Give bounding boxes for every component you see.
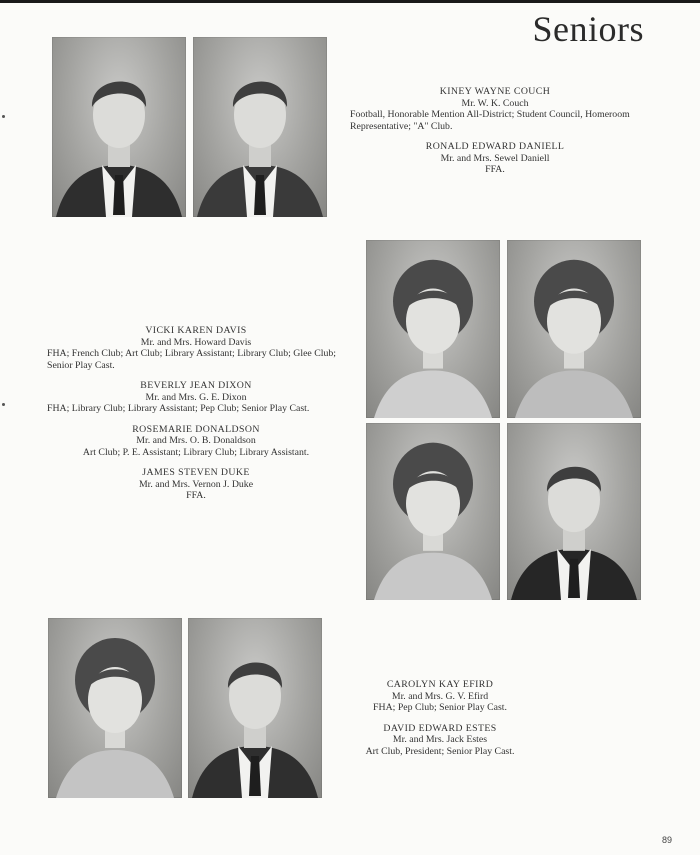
binding-mark [2,403,5,406]
senior-parents: Mr. and Mrs. Vernon J. Duke [138,478,254,490]
page-number: 89 [661,835,672,845]
senior-activities: FHA; French Club; Art Club; Library Assistant; Library Club; Glee Club; Senior Play Cast. [47,348,336,371]
senior-name: CAROLYN KAY EFIRD [386,679,494,690]
senior-activities: Art Club, President; Senior Play Cast. [365,745,515,757]
portrait-photo [366,423,500,600]
tie-shape [254,175,266,215]
senior-name: BEVERLY JEAN DIXON [140,380,252,391]
tie-shape [113,175,125,215]
senior-name: RONALD EDWARD DANIELL [425,141,565,152]
portrait-silhouette [52,37,186,217]
senior-parents: Mr. and Mrs. G. E. Dixon [145,391,247,403]
portrait-silhouette [366,423,500,600]
senior-name: KINEY WAYNE COUCH [439,86,551,97]
caption-group-1 [350,86,640,185]
page-top-edge [0,0,700,3]
portrait-silhouette [507,423,641,600]
senior-name: DAVID EDWARD ESTES [383,722,497,734]
senior-entry [47,424,345,459]
senior-entry [350,141,640,176]
portrait-photo [193,37,327,217]
senior-parents: Mr. and Mrs. Jack Estes [392,734,488,745]
portrait-silhouette [366,240,500,418]
senior-entry [47,325,345,371]
senior-parents: Mr. and Mrs. Sewel Daniell [440,152,550,164]
senior-parents: Mr. W. K. Couch [461,97,529,109]
portrait-silhouette [507,240,641,418]
portrait-photo [507,423,641,600]
dress-shape [374,371,492,418]
dress-shape [56,750,174,798]
dress-shape [374,553,492,600]
senior-entry [345,679,535,714]
senior-parents: Mr. and Mrs. O. B. Donaldson [136,435,256,446]
senior-name: JAMES STEVEN DUKE [142,467,250,478]
senior-parents: Mr. and Mrs. Howard Davis [140,336,252,348]
caption-group-3 [345,679,535,766]
senior-activities: FFA. [186,490,206,501]
tie-shape [568,559,580,598]
senior-entry [47,380,345,415]
senior-activities: Art Club; P. E. Assistant; Library Club; Library Assistant. [82,446,310,458]
senior-activities: FFA. [485,164,505,175]
senior-activities: Football, Honorable Mention All-District; Student Council, Homeroom Representative; "A" Club. [350,109,630,132]
senior-entry [47,467,345,502]
caption-group-2 [47,325,345,511]
portrait-photo [48,618,182,798]
portrait-silhouette [48,618,182,798]
portrait-photo [366,240,500,418]
portrait-silhouette [188,618,322,798]
senior-activities: FHA; Pep Club; Senior Play Cast. [373,702,507,713]
senior-activities: FHA; Library Club; Library Assistant; Pep Club; Senior Play Cast. [47,403,310,414]
portrait-silhouette [193,37,327,217]
tie-shape [249,756,261,796]
senior-name: ROSEMARIE DONALDSON [132,423,260,435]
senior-name: VICKI KAREN DAVIS [145,325,247,336]
senior-entry [345,723,535,758]
dress-shape [515,371,633,418]
portrait-photo [52,37,186,217]
page-heading: Seniors [532,9,644,49]
binding-mark [2,115,5,118]
portrait-photo [507,240,641,418]
senior-entry [350,86,640,132]
portrait-photo [188,618,322,798]
senior-parents: Mr. and Mrs. G. V. Efird [391,690,489,702]
